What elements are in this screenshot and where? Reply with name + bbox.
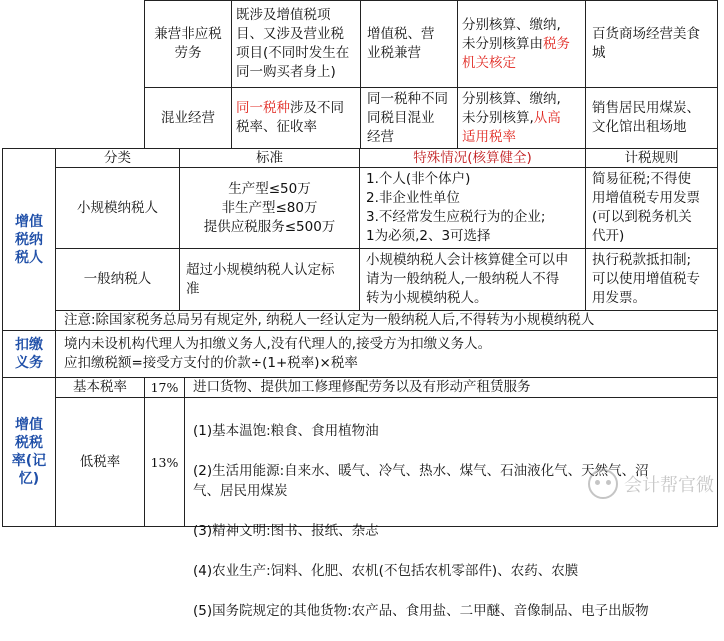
withholding-content [55,330,718,378]
taxpayer-note [55,310,718,331]
row2-col3-text: 同一税种不同 同税目混业 经营 [367,90,448,145]
row1-col5-text: 百货商场经营美食 城 [592,26,700,61]
taxpayer-header-standard [179,148,360,168]
row2-col2-red: 同一税种 [236,100,290,116]
row2-col1 [144,87,232,149]
taxpayer-header-special-text: 特殊情况(核算健全) [413,150,532,166]
general-taxpayer-rule-text: 执行税款抵扣制; 可以使用增值税专 用发票。 [592,252,700,306]
taxpayer-header-standard-text: 标准 [256,150,283,166]
withholding-left-label [2,330,56,378]
row1-col4-red: 税务 机关核定 [462,35,570,71]
basic-rate-value-text: 17% [150,380,179,395]
row1-col3 [360,0,458,88]
withholding-line1: 境内未设机构代理人为扣缴义务人,没有代理人的,接受方为扣缴义务人。 [64,336,492,352]
general-taxpayer-standard-text: 超过小规模纳税人认定标 准 [186,261,335,297]
low-rate-items [184,397,718,619]
small-taxpayer-category [55,167,180,249]
taxpayer-header-category [55,148,180,168]
row1-col2 [231,0,361,88]
general-taxpayer-rule [585,248,718,311]
row2-col2 [231,87,361,149]
taxpayer-header-special [359,148,586,168]
general-taxpayer-category [55,248,180,311]
row2-col4-red: 从高 适用税率 [462,109,561,145]
low-rate-item: (2)生活用能源:自来水、暖气、冷气、热水、煤气、石油液化气、天然气、沼 气、居民用煤炭 [193,463,649,499]
basic-rate-desc-text: 进口货物、提供加工修理修配劳务以及有形动产租赁服务 [193,379,531,395]
taxpayer-left-label-text: 增值 税纳 税人 [15,213,43,266]
taxpayer-note-text: 注意:除国家税务总局另有规定外, 纳税人一经认定为一般纳税人后,不得转为小规模纳税人 [64,312,595,328]
row2-col5 [585,87,718,149]
general-taxpayer-special [359,248,586,311]
low-rate-item: (1)基本温饱:粮食、食用植物油 [193,423,379,439]
row2-col2-wrap [236,99,344,137]
row2-col5-text: 销售居民用煤炭、 文化馆出租场地 [592,100,700,135]
row1-col4-wrap [462,16,570,73]
row1-col1 [144,0,232,88]
rates-left-label [2,377,56,527]
general-taxpayer-category-text: 一般纳税人 [83,271,152,287]
watermark-text: 会计帮官微 [624,475,714,496]
row1-col4-text: 分别核算、缴纳, 未分别核算由 [462,16,561,52]
taxpayer-left-label [2,148,56,331]
small-taxpayer-category-text: 小规模纳税人 [77,199,158,216]
general-taxpayer-special-text: 小规模纳税人会计核算健全可以申 请为一般纳税人,一般纳税人不得 转为小规模纳税人。 [366,252,569,306]
low-rate-item: (4)农业生产:饲料、化肥、农机(不包括农机零部件)、农药、农膜 [193,563,579,579]
row2-col3 [360,87,458,149]
wechat-icon [588,469,618,499]
basic-rate-label-text: 基本税率 [73,379,127,395]
withholding-left-label-text: 扣缴 义务 [15,337,43,371]
low-rate-value [144,397,185,527]
basic-rate-label [55,377,145,398]
row2-col4 [457,87,586,149]
general-taxpayer-standard [179,248,360,311]
watermark [588,469,714,499]
taxpayer-header-rule-text: 计税规则 [624,150,679,166]
basic-rate-value [144,377,185,398]
small-taxpayer-rule [585,167,718,249]
small-taxpayer-rule-text: 简易征税;不得使 用增值税专用发票 (可以到税务机关 代开) [592,171,700,244]
small-taxpayer-standard [179,167,360,249]
taxpayer-header-category-text: 分类 [104,150,131,166]
withholding-line2: 应扣缴税额=接受方支付的价款÷(1+税率)×税率 [64,355,358,371]
small-taxpayer-standard-text: 生产型≤50万 非生产型≤80万 提供应税服务≤500万 [203,180,336,235]
low-rate-label-text: 低税率 [79,453,121,470]
low-rate-value-text: 13% [150,454,179,470]
rates-left-label-text: 增值 税税 率(记 忆) [11,417,47,487]
small-taxpayer-special-text: 1.个人(非个体户) 2.非企业性单位 3.不经常发生应税行为的企业; 1为必须,2、3可选择 [366,171,546,244]
row1-col4 [457,0,586,88]
taxpayer-header-rule [585,148,718,168]
row2-col4-text: 分别核算、缴纳, 未分别核算, [462,90,561,126]
row2-col1-text: 混业经营 [161,109,215,126]
row1-col5 [585,0,718,88]
low-rate-label [55,397,145,527]
low-rate-item: (3)精神文明:图书、报纸、杂志 [193,523,379,539]
row1-col1-text: 兼营非应税 劳务 [154,26,222,61]
row1-col3-text: 增值税、营 业税兼营 [367,26,435,61]
low-rate-item: (5)国务院规定的其他货物:农产品、食用盐、二甲醚、音像制品、电子出版物 [193,603,649,619]
row1-col2-text: 既涉及增值税项 目、又涉及营业税 项目(不同时发生在 同一购买者身上) [236,7,350,80]
row2-col2-text: 涉及不同 税率、征收率 [236,100,344,135]
row2-col4-wrap [462,90,561,147]
small-taxpayer-special [359,167,586,249]
basic-rate-desc [184,377,718,398]
